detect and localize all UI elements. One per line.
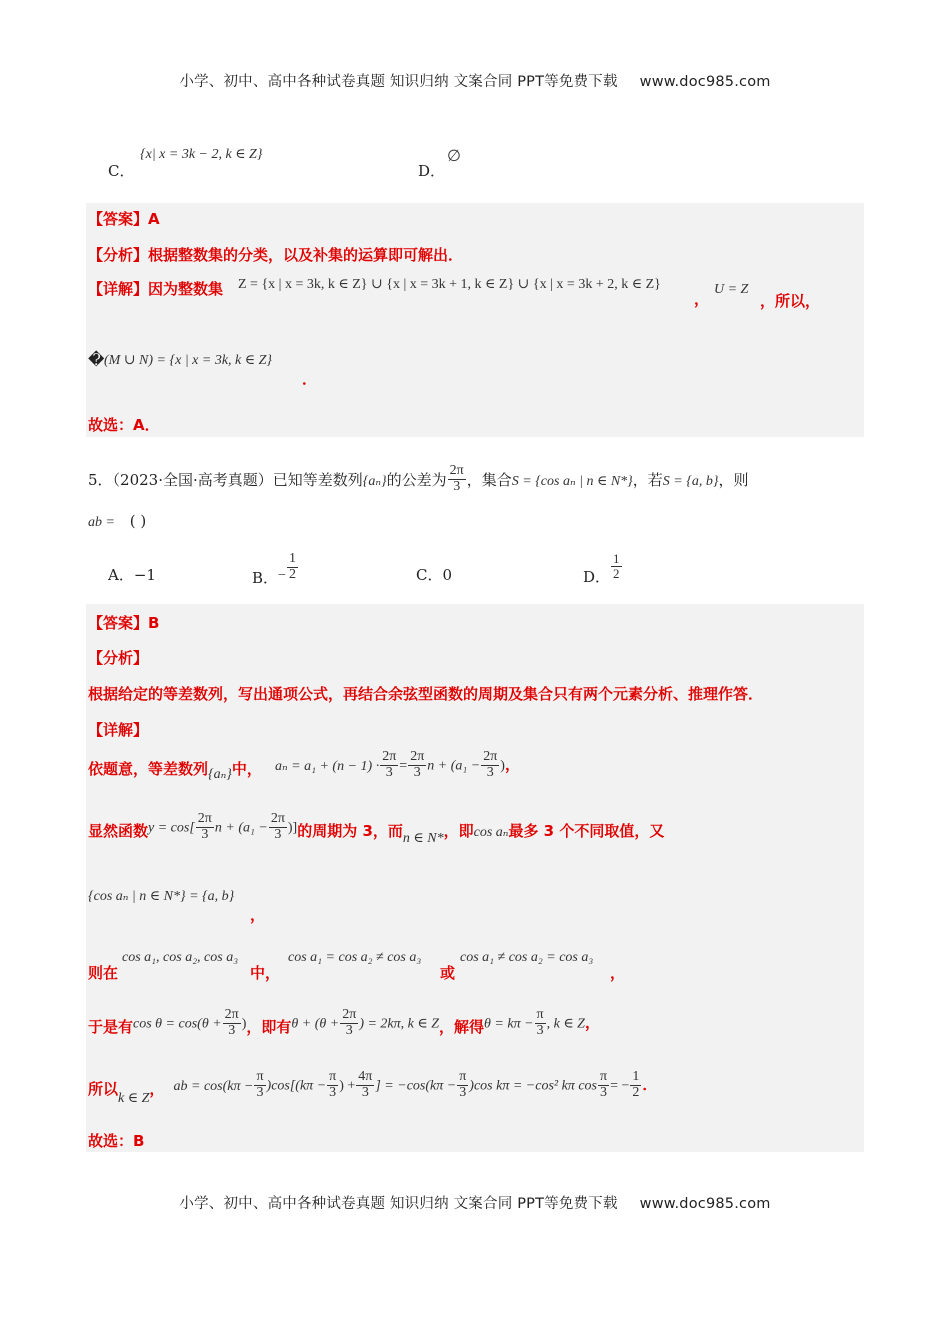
l2-frac1 [196,812,214,842]
l5-f1b: ) [241,1016,247,1032]
q5-stem-line2 [88,512,146,531]
q5-option-b-den: 2 [288,566,296,582]
l5-frac1-den: 3 [228,1022,236,1038]
l5-mid: ，即有 [246,1017,292,1036]
l5-f1: cos θ = cos(θ + [133,1016,222,1032]
l6-f3: ) + [339,1078,356,1094]
l4-text: 则在 [88,964,119,982]
l6-frac5-den: 3 [600,1084,608,1100]
l1-frac1-num: 2π [382,749,397,764]
q5-paren: ( ) [129,512,147,530]
l6-frac3-num: 4π [358,1069,373,1084]
detail-1-integer-set-formula: Z = {x | x = 3k, k ∈ Z} ∪ {x | x = 3k + 1, k ∈ Z} ∪ {x | x = 3k + 2, k ∈ Z} [238,277,661,292]
l2-frac2-den: 3 [274,826,282,842]
l5-frac3-num: π [536,1007,544,1022]
footer-site-link[interactable]: www.doc985.com [639,1196,771,1212]
detail-1-complement-formula: (M ∪ N) = {x | x = 3k, k ∈ Z} [104,353,272,368]
l5-frac1-num: 2π [224,1007,239,1022]
q5-d-num: 2π [449,463,464,478]
l6-frac2 [327,1070,338,1100]
detail-1-label: 【详解】因为整数集 [88,280,224,298]
l5-f3b: , k ∈ Z [546,1016,585,1032]
q5-set-formula: S = {cos aₙ | n ∈ N*} [511,474,633,490]
q5-option-a-value: −1 [133,566,156,584]
option-c [108,160,134,181]
q5-option-a[interactable] [108,564,156,585]
footer-text: 小学、初中、高中各种试卷真题 知识归纳 文案合同 PPT等免费下载 [179,1196,618,1212]
l2-frac2 [269,812,287,842]
q5-prefix: 5．（2023·全国·高考真题）已知等差数列 [88,471,363,490]
q5-option-b-sign: − [278,568,286,584]
q5-ab-formula: ab = [88,515,115,530]
l4-or: 或 [440,964,456,982]
l1-frac1 [380,750,398,780]
detail-2-line2 [88,811,665,846]
l5-frac3-den: 3 [536,1022,544,1038]
l1-frac2 [408,750,426,780]
l6-k: k ∈ Z [118,1090,150,1106]
detail-1-comma: ， [694,290,710,308]
l3-formula: {cos aₙ | n ∈ N*} = {a, b} [88,889,235,904]
q5-seq: {aₙ} [362,474,387,490]
l6-frac1 [254,1070,265,1100]
l1-frac3-den: 3 [486,764,494,780]
l5-text: 于是有 [88,1017,134,1036]
l3-end: ， [250,906,266,924]
l6-frac6-den: 2 [632,1084,640,1100]
l4-end: ， [610,964,626,982]
q5-option-d[interactable] [583,551,623,587]
l6-comma: ， [149,1079,165,1098]
l1-text: 依题意，等差数列 [88,759,209,778]
l4-f1: cos a₁, cos a₂, cos a₃ [122,950,239,965]
l2-mid: 的周期为 3，而 [297,821,403,840]
l6-frac2-num: π [329,1069,337,1084]
l1-f2: = [399,758,408,774]
detail-2-line5 [88,1008,600,1038]
l2-n: n ∈ N* [402,830,444,846]
analysis-2-text: 根据给定的等差数列，写出通项公式，再结合余弦型函数的周期及集合只有两个元素分析、推理作答． [88,685,764,703]
q5-option-b-label: B． [252,569,279,588]
l5-f3: θ = kπ − [484,1016,534,1032]
l1-f1: aₙ = a₁ + (n − 1) · [275,758,380,774]
l5-f2: θ + (θ + [291,1016,340,1032]
l5-frac1 [223,1008,241,1038]
l1-f3: n + (a₁ − [427,758,481,774]
analysis-1: 【分析】根据整数集的分类，以及补集的运算即可解出． [88,246,464,264]
q5-stem-line1 [88,463,749,496]
l1-frac3 [481,750,499,780]
detail-1-line1 [88,278,223,299]
l6-frac4-num: π [459,1069,467,1084]
solution-box-1 [86,203,864,437]
l5-mid2: ，解得 [439,1017,485,1036]
l6-f5: )cos kπ = −cos² kπ cos [469,1078,597,1094]
q5-option-b-num: 1 [288,551,296,566]
header-text: 小学、初中、高中各种试卷真题 知识归纳 文案合同 PPT等免费下载 [179,74,618,90]
l1-frac2-den: 3 [413,764,421,780]
l6-f4: ] = −cos(kπ − [375,1078,457,1094]
option-d [418,160,445,181]
l5-frac2-num: 2π [342,1007,357,1022]
q5-mid2: ，集合 [466,471,512,490]
q5-option-a-label: A． [108,566,134,584]
l6-frac1-num: π [256,1069,264,1084]
l6-frac5 [598,1070,609,1100]
answer-1: 【答案】A [88,210,160,228]
l5-f2b: ) = 2kπ, k ∈ Z [359,1016,440,1032]
l6-frac4-den: 3 [459,1084,467,1100]
detail-2-line1 [88,750,520,780]
q5-option-d-num: 1 [613,551,620,566]
l2-frac1-den: 3 [201,826,209,842]
q5-option-d-den: 2 [613,565,620,581]
page-footer [0,1192,950,1213]
q5-option-c-label: C． [416,566,443,584]
l2-text: 显然函数 [88,821,149,840]
l6-f2: )cos[(kπ − [266,1078,327,1094]
choice-2: 故选：B [88,1132,145,1150]
l5-frac3 [535,1008,546,1038]
q5-d-den: 3 [453,478,461,494]
option-d-label: D． [418,162,446,180]
l1-end: ， [504,755,520,774]
l6-frac1-den: 3 [256,1084,264,1100]
l6-end: ． [642,1075,658,1094]
l2-f2: n + (a₁ − [214,820,268,836]
q5-mid1: 的公差为 [386,471,447,490]
l6-frac6 [630,1070,641,1100]
l2-end: 最多 3 个不同取值，又 [508,821,665,840]
detail-1-line2-end: ． [302,370,318,388]
l1-f4: ) [500,758,505,774]
answer-2: 【答案】B [88,614,160,632]
l6-frac4 [457,1070,468,1100]
l6-frac2-den: 3 [329,1084,337,1100]
q5-mid4: ，则 [718,471,749,490]
l1-seq: {aₙ} [208,766,232,782]
detail-1-tail: ，所以， [760,292,821,310]
l2-mid2: ，即 [443,821,474,840]
header-site-link[interactable]: www.doc985.com [639,74,771,90]
l6-frac5-num: π [599,1069,608,1084]
option-d-formula: ∅ [447,148,461,165]
l5-frac2-den: 3 [345,1022,353,1038]
q5-s-eq: S = {a, b} [662,474,719,490]
q5-option-b[interactable] [252,551,299,588]
l6-frac3 [356,1070,374,1100]
l1-frac1-den: 3 [385,764,393,780]
l2-frac2-num: 2π [270,811,285,826]
l2-f3: )] [287,820,298,836]
l6-frac3-den: 3 [361,1084,369,1100]
l1-mid: 中， [231,759,262,778]
detail-1-u-formula: U = Z [714,282,749,297]
q5-option-d-frac [611,552,622,580]
l6-f1: ab = cos(kπ − [173,1078,254,1094]
detail-1-line2-mark: � [88,350,105,369]
l2-cos: cos aₙ [473,824,509,840]
l4-f3: cos a₁ ≠ cos a₂ = cos a₃ [460,950,594,965]
option-c-label: C． [108,162,135,180]
l6-text: 所以 [88,1079,119,1098]
analysis-2-label: 【分析】 [88,649,149,667]
l6-frac6-num: 1 [632,1069,640,1084]
detail-2-label: 【详解】 [88,721,149,739]
option-c-formula: {x| x = 3k − 2, k ∈ Z} [140,147,263,162]
detail-2-line6 [88,1069,658,1106]
l4-mid: 中， [250,964,281,982]
q5-option-c-value: 0 [442,566,453,584]
l5-end: ， [584,1013,600,1032]
q5-option-d-label: D． [583,568,611,587]
choice-1: 故选：A． [88,416,160,434]
l1-frac2-num: 2π [410,749,425,764]
q5-option-b-frac [287,552,298,582]
l2-f1: y = cos[ [148,820,195,836]
q5-option-c[interactable] [416,564,452,585]
l2-frac1-num: 2π [197,811,212,826]
l4-f2: cos a₁ = cos a₂ ≠ cos a₃ [288,950,422,965]
q5-common-difference [448,464,466,494]
page-header [0,70,950,91]
l1-frac3-num: 2π [483,749,498,764]
l6-f6: = − [610,1078,630,1094]
q5-mid3: ，若 [632,471,663,490]
l5-frac2 [340,1008,358,1038]
